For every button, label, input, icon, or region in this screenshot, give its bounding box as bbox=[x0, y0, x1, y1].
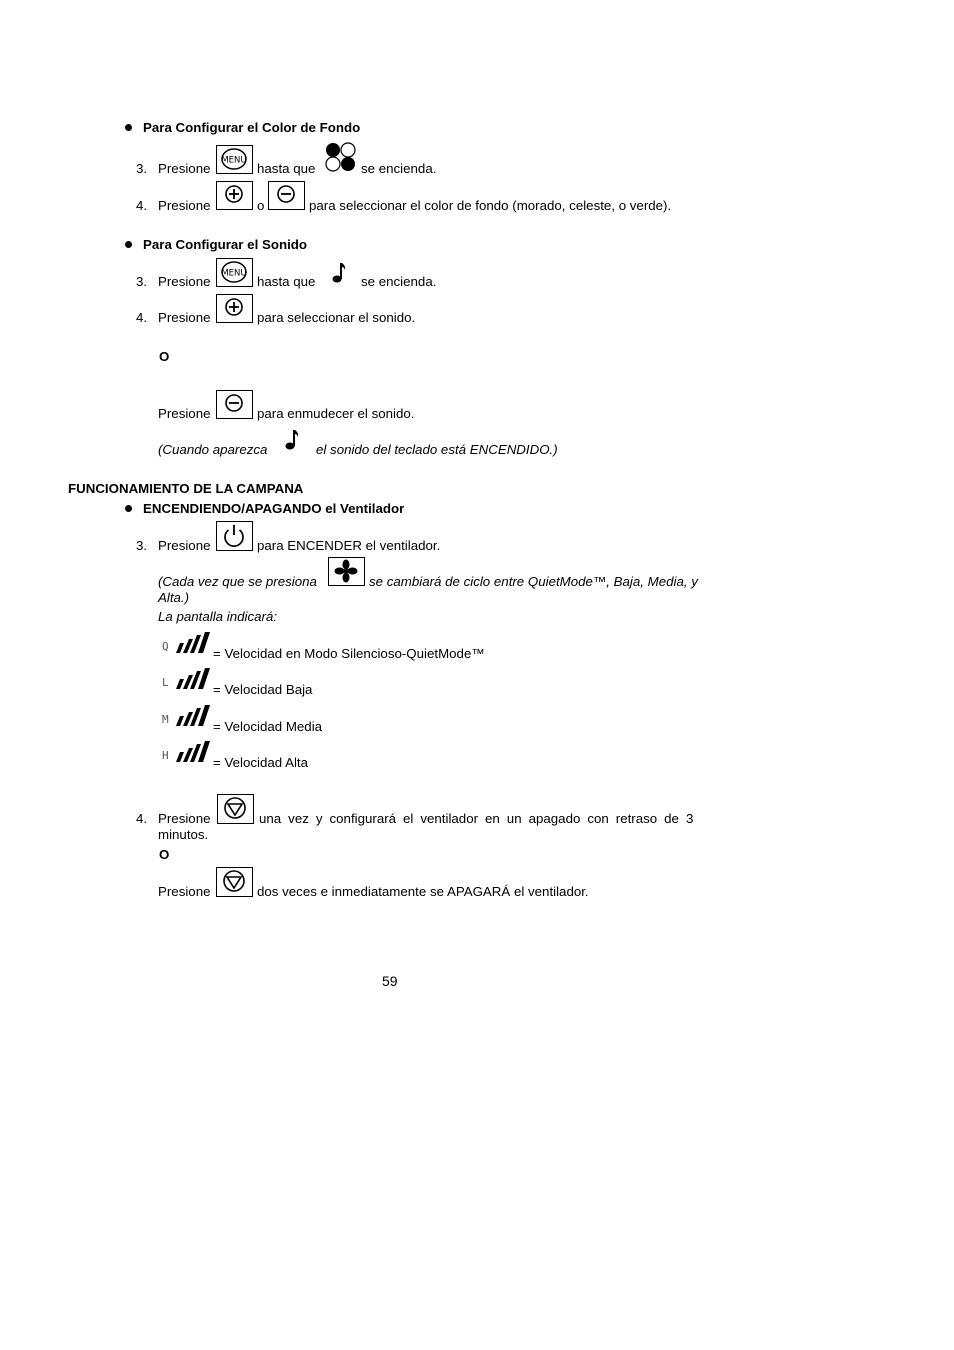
step-text: hasta que bbox=[257, 161, 316, 176]
step-text: se encienda. bbox=[361, 274, 437, 289]
minus-button-icon bbox=[268, 181, 305, 210]
delay-off-button-icon bbox=[217, 794, 254, 824]
step-text: para ENCENDER el ventilador. bbox=[257, 538, 441, 553]
fan-button-icon bbox=[328, 557, 365, 586]
step-text: dos veces e inmediatamente se APAGARÁ el ventilador. bbox=[257, 884, 589, 899]
step-text: Presione bbox=[158, 884, 211, 899]
step-text: Presione bbox=[158, 274, 211, 289]
speed-bars-icon bbox=[172, 704, 212, 728]
power-button-icon bbox=[216, 521, 253, 551]
step-number: 4. bbox=[136, 811, 148, 826]
delay-off-button-icon bbox=[216, 867, 253, 897]
speed-bars-icon bbox=[172, 667, 212, 691]
step-text: hasta que bbox=[257, 274, 316, 289]
heading-bg-color: Para Configurar el Color de Fondo bbox=[143, 120, 361, 135]
step-text: Presione bbox=[158, 198, 211, 213]
step-number: 3. bbox=[136, 161, 148, 176]
step-text: Presione bbox=[158, 406, 211, 421]
speed-code-m: M bbox=[162, 713, 169, 726]
bullet-icon bbox=[125, 241, 132, 248]
music-note-icon bbox=[285, 428, 301, 452]
subheading: ENCENDIENDO/APAGANDO el Ventilador bbox=[143, 501, 405, 516]
speed-code-h: H bbox=[162, 749, 169, 762]
speed-label: = Velocidad en Modo Silencioso-QuietMode™ bbox=[213, 646, 485, 661]
menu-button-icon bbox=[216, 258, 253, 287]
note-text: el sonido del teclado está ENCENDIDO.) bbox=[316, 442, 558, 457]
speed-code-l: L bbox=[162, 676, 169, 689]
or-label: O bbox=[159, 847, 170, 862]
minus-button-icon bbox=[216, 390, 253, 419]
step-number: 3. bbox=[136, 538, 148, 553]
or-label: O bbox=[159, 349, 170, 364]
cycle-text: se cambiará de ciclo entre QuietMode™, Baja, Media, y bbox=[369, 574, 698, 589]
or-text: o bbox=[257, 198, 265, 213]
section-heading: FUNCIONAMIENTO DE LA CAMPANA bbox=[68, 481, 304, 496]
step-text: Presione bbox=[158, 811, 211, 826]
speed-label: = Velocidad Alta bbox=[213, 755, 308, 770]
step-number: 4. bbox=[136, 310, 148, 325]
music-note-icon bbox=[332, 261, 348, 285]
step-text: Presione bbox=[158, 538, 211, 553]
cycle-text: Alta.) bbox=[158, 590, 190, 605]
page-number: 59 bbox=[382, 973, 398, 989]
speed-code-q: Q bbox=[162, 640, 169, 653]
bullet-icon bbox=[125, 505, 132, 512]
speed-bars-icon bbox=[172, 740, 212, 764]
svg-text:MENU: MENU bbox=[221, 155, 247, 166]
svg-text:MENU: MENU bbox=[221, 268, 247, 279]
plus-button-icon bbox=[216, 181, 253, 210]
cycle-text: (Cada vez que se presiona bbox=[158, 574, 317, 589]
display-label: La pantalla indicará: bbox=[158, 609, 278, 624]
step-text: Presione bbox=[158, 161, 211, 176]
step-number: 3. bbox=[136, 274, 148, 289]
speed-bars-icon bbox=[172, 631, 212, 655]
heading-sound: Para Configurar el Sonido bbox=[143, 237, 308, 252]
step-text: Presione bbox=[158, 310, 211, 325]
step-text: se encienda. bbox=[361, 161, 437, 176]
step-text: minutos. bbox=[158, 827, 209, 842]
step-text: para seleccionar el sonido. bbox=[257, 310, 416, 325]
step-number: 4. bbox=[136, 198, 148, 213]
speed-label: = Velocidad Media bbox=[213, 719, 323, 734]
step-text: una vez y configurará el ventilador en un apagado con retraso de 3 bbox=[259, 811, 694, 826]
plus-button-icon bbox=[216, 294, 253, 323]
speed-label: = Velocidad Baja bbox=[213, 682, 313, 697]
note-text: (Cuando aparezca bbox=[158, 442, 268, 457]
menu-button-icon bbox=[216, 145, 253, 174]
step-text: para enmudecer el sonido. bbox=[257, 406, 415, 421]
step-text: para seleccionar el color de fondo (morado, celeste, o verde). bbox=[309, 198, 672, 213]
color-dots-icon bbox=[325, 142, 357, 172]
bullet-icon bbox=[125, 124, 132, 131]
